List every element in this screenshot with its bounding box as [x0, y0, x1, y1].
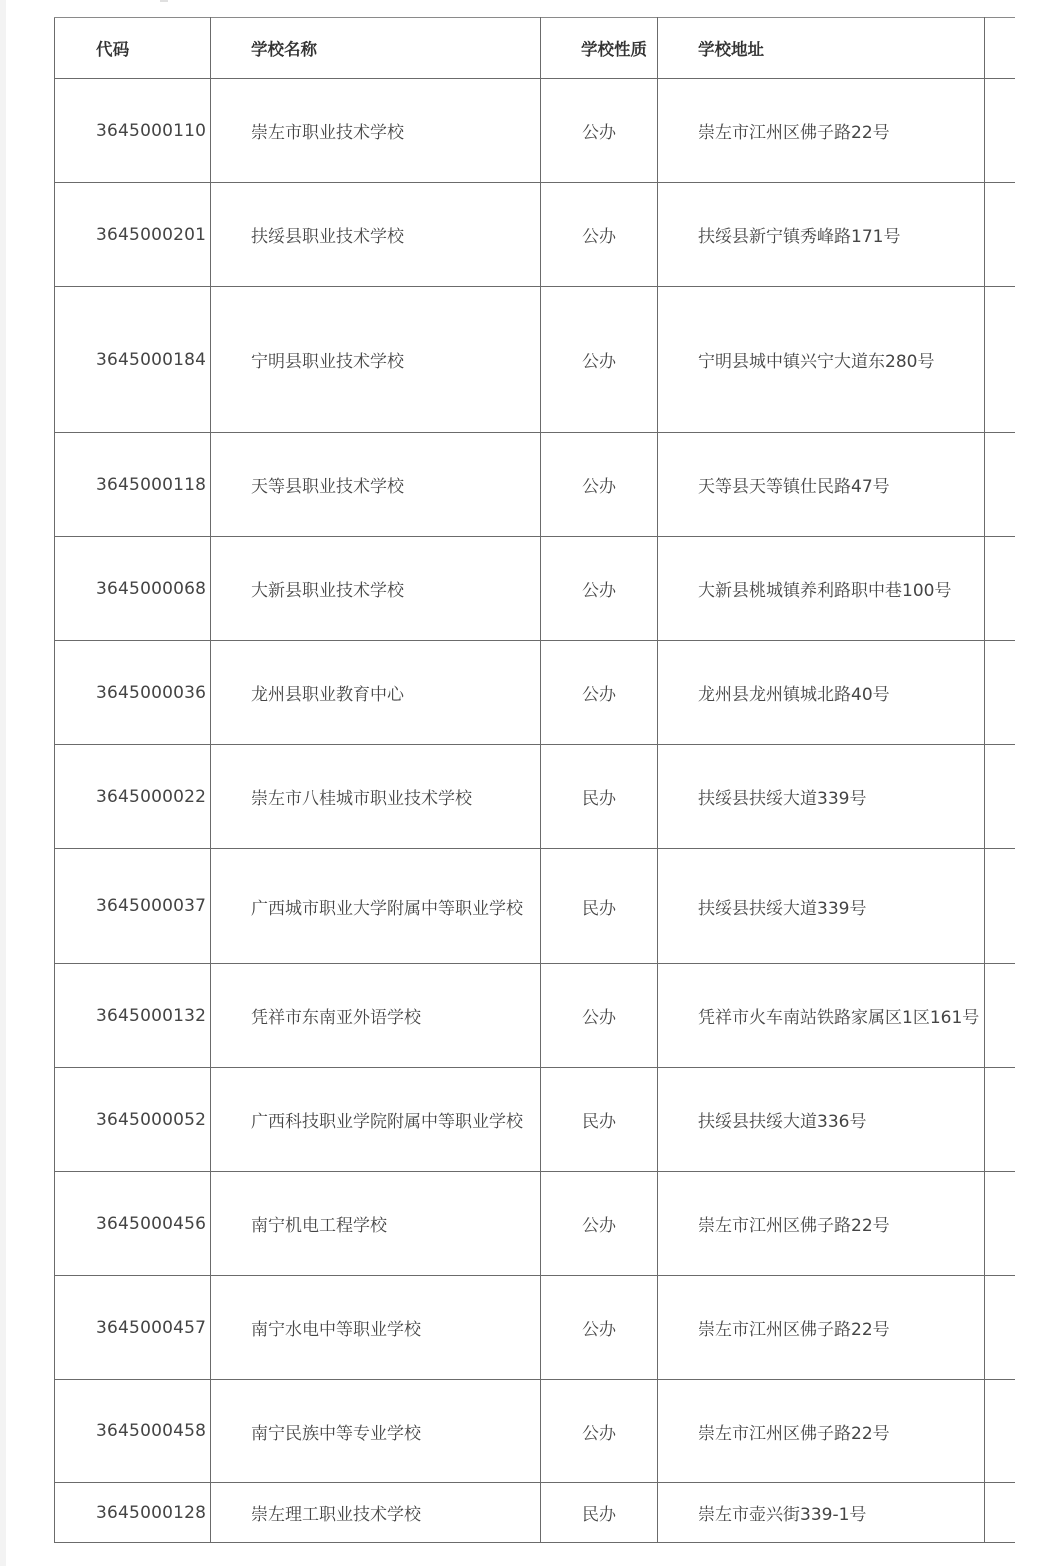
table-row — [55, 183, 1015, 287]
cell-code: 3645000037 — [55, 849, 211, 964]
cell-code: 3645000456 — [55, 1172, 211, 1276]
cell-code: 3645000022 — [55, 745, 211, 849]
cell-extra — [985, 964, 1015, 1068]
header-school-name: 学校名称 — [211, 18, 541, 79]
header-code: 代码 — [55, 18, 211, 79]
cell-school-address: 崇左市壶兴街339-1号 — [658, 1483, 985, 1543]
cell-school-type: 公办 — [541, 287, 658, 433]
cell-school-type: 公办 — [541, 433, 658, 537]
cell-school-name: 南宁机电工程学校 — [211, 1172, 541, 1276]
cell-extra — [985, 433, 1015, 537]
cell-school-address: 凭祥市火车南站铁路家属区1区161号 — [658, 964, 985, 1068]
cell-school-name: 广西科技职业学院附属中等职业学校 — [211, 1068, 541, 1172]
table-row — [55, 287, 1015, 433]
cell-school-name: 广西城市职业大学附属中等职业学校 — [211, 849, 541, 964]
table-row — [55, 1068, 1015, 1172]
cell-extra — [985, 1483, 1015, 1543]
cell-school-address: 扶绥县扶绥大道336号 — [658, 1068, 985, 1172]
cell-school-address: 龙州县龙州镇城北路40号 — [658, 641, 985, 745]
cell-school-type: 公办 — [541, 183, 658, 287]
cell-school-type: 公办 — [541, 1276, 658, 1380]
cell-extra — [985, 1276, 1015, 1380]
table-header-row — [55, 18, 1015, 79]
cell-school-address: 扶绥县扶绥大道339号 — [658, 745, 985, 849]
table-row — [55, 1380, 1015, 1483]
cell-school-address: 扶绥县扶绥大道339号 — [658, 849, 985, 964]
cell-school-address: 崇左市江州区佛子路22号 — [658, 79, 985, 183]
table-body — [55, 79, 1015, 1543]
cell-school-type: 公办 — [541, 537, 658, 641]
table-row — [55, 79, 1015, 183]
cell-school-type: 公办 — [541, 79, 658, 183]
cell-code: 3645000110 — [55, 79, 211, 183]
cell-school-type: 民办 — [541, 1483, 658, 1543]
cell-extra — [985, 287, 1015, 433]
cell-school-type: 公办 — [541, 1172, 658, 1276]
cell-code: 3645000457 — [55, 1276, 211, 1380]
cell-school-address: 宁明县城中镇兴宁大道东280号 — [658, 287, 985, 433]
cell-school-type: 民办 — [541, 745, 658, 849]
cell-school-address: 崇左市江州区佛子路22号 — [658, 1380, 985, 1483]
cell-school-address: 崇左市江州区佛子路22号 — [658, 1172, 985, 1276]
header-extra-column — [985, 18, 1015, 79]
header-school-type: 学校性质 — [541, 18, 658, 79]
cell-school-address: 崇左市江州区佛子路22号 — [658, 1276, 985, 1380]
page-edge — [0, 0, 6, 1566]
table-row — [55, 849, 1015, 964]
cell-school-type: 民办 — [541, 1068, 658, 1172]
table-row — [55, 1172, 1015, 1276]
cell-code: 3645000052 — [55, 1068, 211, 1172]
cell-school-address: 扶绥县新宁镇秀峰路171号 — [658, 183, 985, 287]
cell-code: 3645000458 — [55, 1380, 211, 1483]
cell-school-name: 龙州县职业教育中心 — [211, 641, 541, 745]
cell-code: 3645000128 — [55, 1483, 211, 1543]
table-row — [55, 1483, 1015, 1543]
cell-extra — [985, 79, 1015, 183]
table-row — [55, 641, 1015, 745]
cell-school-type: 公办 — [541, 1380, 658, 1483]
cell-extra — [985, 183, 1015, 287]
cell-extra — [985, 641, 1015, 745]
cell-school-name: 凭祥市东南亚外语学校 — [211, 964, 541, 1068]
cell-school-name: 大新县职业技术学校 — [211, 537, 541, 641]
cell-school-name: 崇左市八桂城市职业技术学校 — [211, 745, 541, 849]
cell-code: 3645000201 — [55, 183, 211, 287]
cell-school-name: 南宁水电中等职业学校 — [211, 1276, 541, 1380]
cell-code: 3645000132 — [55, 964, 211, 1068]
table-row — [55, 433, 1015, 537]
school-table — [54, 17, 1015, 1543]
top-artifact — [160, 0, 168, 2]
cell-extra — [985, 537, 1015, 641]
cell-code: 3645000068 — [55, 537, 211, 641]
cell-code: 3645000036 — [55, 641, 211, 745]
header-school-address: 学校地址 — [658, 18, 985, 79]
cell-extra — [985, 1172, 1015, 1276]
cell-school-name: 天等县职业技术学校 — [211, 433, 541, 537]
table-row — [55, 745, 1015, 849]
cell-school-type: 公办 — [541, 964, 658, 1068]
table-row — [55, 964, 1015, 1068]
cell-code: 3645000118 — [55, 433, 211, 537]
cell-school-type: 公办 — [541, 641, 658, 745]
cell-extra — [985, 1068, 1015, 1172]
cell-extra — [985, 849, 1015, 964]
cell-extra — [985, 745, 1015, 849]
cell-school-name: 南宁民族中等专业学校 — [211, 1380, 541, 1483]
cell-school-type: 民办 — [541, 849, 658, 964]
cell-school-name: 崇左理工职业技术学校 — [211, 1483, 541, 1543]
table-row — [55, 537, 1015, 641]
cell-school-address: 天等县天等镇仕民路47号 — [658, 433, 985, 537]
cell-school-name: 崇左市职业技术学校 — [211, 79, 541, 183]
cell-extra — [985, 1380, 1015, 1483]
cell-school-address: 大新县桃城镇养利路职中巷100号 — [658, 537, 985, 641]
cell-code: 3645000184 — [55, 287, 211, 433]
cell-school-name: 宁明县职业技术学校 — [211, 287, 541, 433]
cell-school-name: 扶绥县职业技术学校 — [211, 183, 541, 287]
table-row — [55, 1276, 1015, 1380]
